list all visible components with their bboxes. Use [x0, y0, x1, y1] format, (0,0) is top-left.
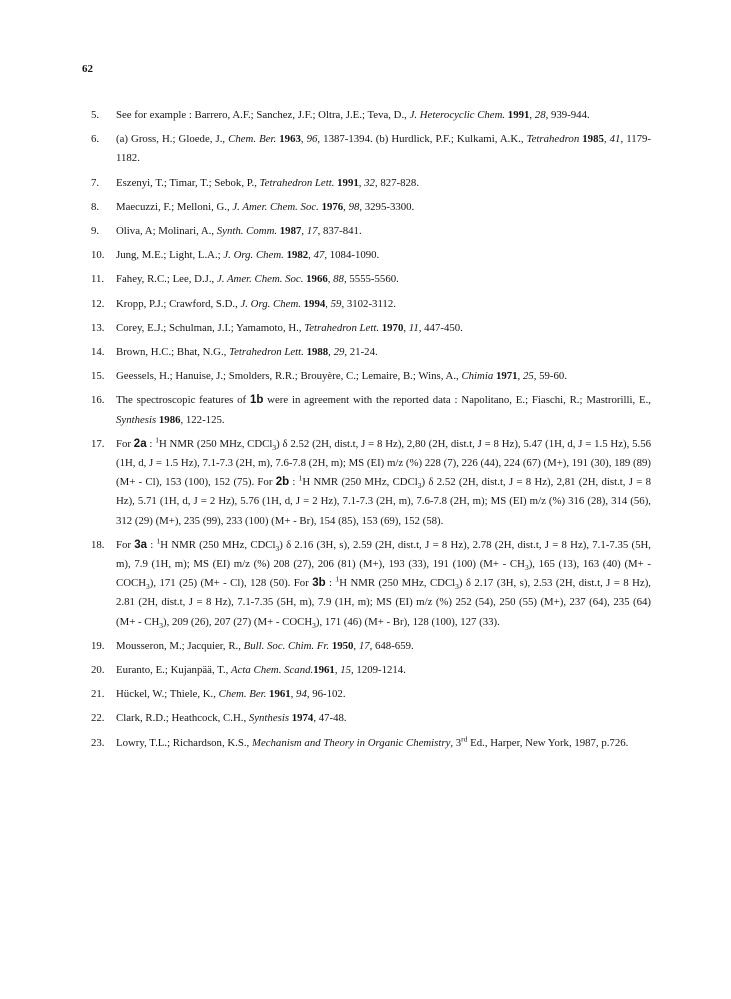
- reference-number: 7.: [91, 176, 100, 189]
- reference-number: 23.: [91, 736, 105, 749]
- reference-item: [91, 709, 651, 728]
- reference-text: Euranto, E.; Kujanpää, T., Acta Chem. Scand.1961, 15, 1209-1214.: [116, 664, 406, 677]
- reference-text: For 3a : $^1$H NMR (250 MHz, CDCl$_3$) δ 2.16 (3H, s), 2.59 (2H, dist.t, J = 8 Hz), 2.78 (2H, dist.t, J = 8 Hz), 7.1-7.35 (5H, m), 7.9 (1H, m); MS (EI) m/z (%) 208 (27), 206 (81) (M+), 193 (33), 191 (100) $(M+ - CH_3)$, 165 (13), 163 (40) $(M+ - COCH_3)$, 171 (25) (M+ - Cl), 128 (50). For 3b : $^1$H NMR (250 MHz, CDCl$_3$) δ 2.17 (3H, s), 2.53 (2H, dist.t, J = 8 Hz), 2.81 (2H, dist.t, J = 8 Hz), 7.1-7.35 (5H, m), 7.9 (1H, m); MS (EI) m/z (%) 252 (54), 250 (55) (M+), 237 (64), 235 (64) $(M+ - CH_3)$, 209 (26), 207 (27) $(M+ - COCH_3)$, 171 (46) (M+ - Br), 128 (100), 127 (33).: [116, 536, 652, 630]
- reference-item: [91, 174, 651, 193]
- reference-item: [91, 367, 651, 386]
- reference-item: [91, 198, 651, 217]
- reference-item: [91, 661, 651, 680]
- reference-number: 19.: [91, 639, 105, 652]
- reference-text: For 2a : $^1$H NMR (250 MHz, CDCl$_3$) δ 2.52 (2H, dist.t, J = 8 Hz), 2,80 (2H, dist.t, J = 8 Hz), 5.47 (1H, d, J = 1.5 Hz), 5.56 (1H, d, J = 1.5 Hz), 7.1-7.3 (2H, m), 7.6-7.8 (2H, m); MS (EI) m/z (%) 228 (7), 226 (44), 224 (67) (M+), 191 (30), 189 (89) (M+ - Cl), 153 (100), 152 (75). For 2b : $^1$H NMR (250 MHz, CDCl$_3$) δ 2.52 (2H, dist.t, J = 8 Hz), 2,81 (2H, dist.t, J = 8 Hz), 5.71 (1H, d, J = 2 Hz), 5.76 (1H, d, J = 2 Hz), 7.1-7.3 (2H, m), 7.6-7.8 (2H, m); MS (EI) m/z (%) 316 (28), 314 (56), 312 (29) (M+), 235 (99), 233 (100) (M+ - Br), 154 (85), 153 (69), 152 (58).: [116, 435, 652, 527]
- reference-text: Mousseron, M.; Jacquier, R., Bull. Soc. Chim. Fr. 1950, 17, 648-659.: [116, 639, 414, 652]
- reference-item: [91, 734, 651, 753]
- reference-text: Eszenyi, T.; Timar, T.; Sebok, P., Tetrahedron Lett. 1991, 32, 827-828.: [116, 176, 420, 189]
- reference-number: 10.: [91, 249, 105, 262]
- reference-item: [91, 270, 651, 289]
- reference-number: 18.: [91, 538, 105, 551]
- reference-item: [91, 130, 651, 168]
- reference-text: Corey, E.J.; Schulman, J.I.; Yamamoto, H., Tetrahedron Lett. 1970, 11, 447-450.: [116, 321, 463, 334]
- reference-text: Oliva, A; Molinari, A., Synth. Comm. 1987, 17, 837-841.: [116, 225, 362, 238]
- reference-item: [91, 246, 651, 265]
- reference-number: 9.: [91, 225, 100, 238]
- reference-item: [91, 637, 651, 656]
- reference-text: (a) Gross, H.; Gloede, J., Chem. Ber. 1963, 96, 1387-1394. (b) Hurdlick, P.F.; Kulkami, A.K., Tetrahedron 1985, 41, 1179-1182.: [116, 133, 651, 165]
- reference-number: 15.: [91, 370, 105, 383]
- reference-number: 22.: [91, 712, 105, 725]
- reference-item: [91, 685, 651, 704]
- reference-text: Fahey, R.C.; Lee, D.J., J. Amer. Chem. Soc. 1966, 88, 5555-5560.: [116, 273, 399, 286]
- reference-number: 11.: [91, 273, 105, 286]
- reference-text: Lowry, T.L.; Richardson, K.S., Mechanism and Theory in Organic Chemistry, 3rd Ed., Harper, New York, 1987, p.726.: [116, 734, 629, 749]
- reference-item: [91, 222, 651, 241]
- reference-text: See for example : Barrero, A.F.; Sanchez, J.F.; Oltra, J.E.; Teva, D., J. Heterocyclic Chem. 1991, 28, 939-944.: [116, 109, 590, 121]
- reference-item: [91, 319, 651, 338]
- page-number: 62: [82, 63, 93, 75]
- reference-text: The spectroscopic features of 1b were in agreement with the reported data : Napolitano, E.; Fiaschi, R.; Mastrorilli, E., Synthesis 1986, 122-125.: [116, 394, 651, 426]
- reference-number: 16.: [91, 394, 105, 407]
- reference-number: 8.: [91, 200, 100, 213]
- reference-number: 20.: [91, 664, 105, 677]
- reference-item: [91, 295, 651, 314]
- reference-item: [91, 536, 651, 632]
- reference-item: [91, 106, 651, 125]
- reference-item: [91, 343, 651, 362]
- reference-number: 12.: [91, 297, 105, 310]
- reference-number: 13.: [91, 321, 105, 334]
- reference-item: [91, 391, 651, 429]
- reference-number: 5.: [91, 109, 100, 121]
- reference-number: 21.: [91, 688, 105, 701]
- reference-text: Hückel, W.; Thiele, K., Chem. Ber. 1961, 94, 96-102.: [116, 688, 346, 701]
- reference-number: 17.: [91, 437, 105, 450]
- reference-list: [91, 106, 651, 758]
- reference-number: 14.: [91, 346, 105, 359]
- reference-text: Kropp, P.J.; Crawford, S.D., J. Org. Chem. 1994, 59, 3102-3112.: [116, 297, 396, 310]
- reference-text: Maecuzzi, F.; Melloni, G., J. Amer. Chem. Soc. 1976, 98, 3295-3300.: [116, 200, 415, 213]
- reference-text: Brown, H.C.; Bhat, N.G., Tetrahedron Lett. 1988, 29, 21-24.: [116, 346, 378, 359]
- reference-number: 6.: [91, 133, 100, 146]
- reference-text: Geessels, H.; Hanuise, J.; Smolders, R.R.; Brouyère, C.; Lemaire, B.; Wins, A., Chimia 1971, 25, 59-60.: [116, 370, 568, 383]
- reference-text: Clark, R.D.; Heathcock, C.H., Synthesis 1974, 47-48.: [116, 712, 347, 725]
- reference-text: Jung, M.E.; Light, L.A.; J. Org. Chem. 1982, 47, 1084-1090.: [116, 249, 380, 262]
- reference-item: [91, 435, 651, 531]
